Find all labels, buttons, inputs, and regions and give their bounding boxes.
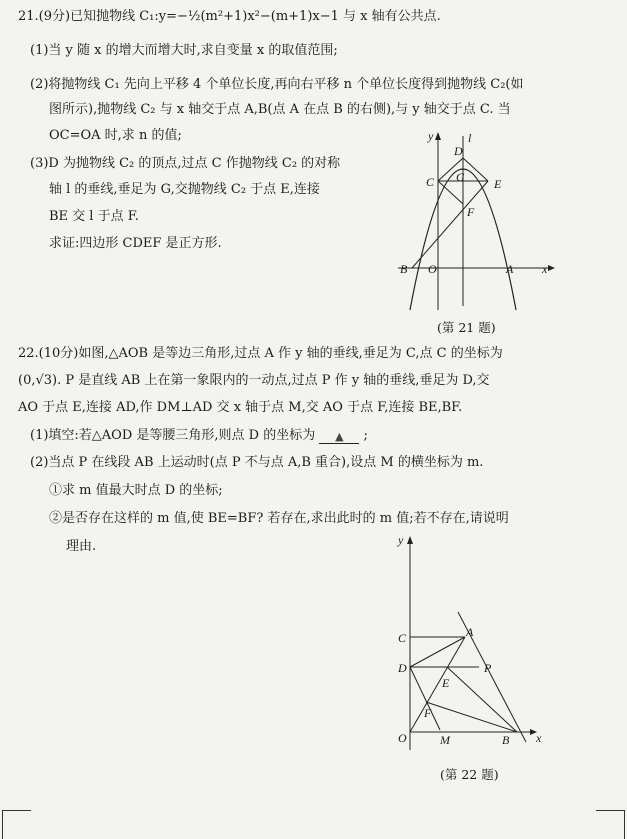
- x-axis-arrow-icon: [548, 265, 555, 271]
- label-c: C: [426, 175, 435, 189]
- label-o: O: [398, 731, 407, 745]
- figure-22-caption: (第 22 题): [440, 767, 499, 782]
- q21-part2-line3: OC=OA 时,求 n 的值;: [49, 128, 182, 143]
- q22-stem-line2: (0,√3). P 是直线 AB 上在第一象限内的一动点,过点 P 作 y 轴的垂线,垂足为 D,交: [18, 373, 490, 388]
- segment-dm: [410, 667, 440, 730]
- label-d: D: [398, 661, 407, 675]
- label-c: C: [398, 631, 407, 645]
- label-o: O: [428, 262, 437, 276]
- q21-part2-line1: (2)将抛物线 C₁ 先向上平移 4 个单位长度,再向右平移 n 个单位长度得到抛物线 C₂(如: [30, 77, 524, 92]
- q22-part1-end: ;: [363, 428, 368, 443]
- label-e: E: [442, 676, 450, 690]
- q21-part3-line2: 轴 l 的垂线,垂足为 G,交抛物线 C₂ 于点 E,连接: [49, 182, 320, 197]
- y-axis-arrow-icon: [435, 132, 441, 140]
- segment-eb: [447, 667, 517, 732]
- q21-part3-line4: 求证:四边形 CDEF 是正方形.: [49, 236, 222, 251]
- q22-part2-sub2-end: 理由.: [66, 539, 97, 554]
- corner-mark-right: [596, 810, 625, 839]
- label-f: F: [467, 205, 475, 219]
- figure-21: [390, 128, 560, 318]
- q22-part2-sub1: ①求 m 值最大时点 D 的坐标;: [49, 483, 223, 498]
- label-d: D: [454, 144, 463, 158]
- q22-part2: (2)当点 P 在线段 AB 上运动时(点 P 不与点 A,B 重合),设点 M 的横坐标为 m.: [30, 455, 484, 470]
- q22-part2-sub2: ②是否存在这样的 m 值,使 BE=BF? 若存在,求出此时的 m 值;若不存在,请说明: [49, 511, 509, 526]
- label-a: A: [506, 262, 514, 276]
- label-x: x: [542, 262, 548, 276]
- label-m: M: [440, 733, 450, 747]
- q21-part1: (1)当 y 随 x 的增大而增大时,求自变量 x 的取值范围;: [30, 43, 338, 58]
- answer-blank[interactable]: [319, 429, 359, 444]
- q22-stem-line1: 22.(10分)如图,△AOB 是等边三角形,过点 A 作 y 轴的垂线,垂足为 C,点 C 的坐标为: [18, 346, 503, 361]
- figure-21-caption: (第 21 题): [437, 320, 496, 335]
- segment-be: [412, 181, 488, 268]
- q21-stem: 21.(9分)已知抛物线 C₁:y=−½(m²+1)x²−(m+1)x−1 与 x 轴有公共点.: [18, 9, 441, 24]
- label-e: E: [494, 177, 502, 191]
- q21-part2-line2: 图所示),抛物线 C₂ 与 x 轴交于点 A,B(点 A 在点 B 的右侧),与 y 轴交于点 C. 当: [49, 102, 511, 117]
- q21-part3-line1: (3)D 为抛物线 C₂ 的顶点,过点 C 作抛物线 C₂ 的对称: [30, 156, 341, 171]
- label-y: y: [428, 129, 434, 143]
- corner-mark-left: [2, 810, 31, 839]
- label-p: P: [484, 661, 492, 675]
- label-b: B: [502, 733, 510, 747]
- y-axis-arrow-icon: [407, 536, 413, 544]
- label-l: l: [468, 131, 472, 145]
- label-y: y: [398, 533, 404, 547]
- label-a: A: [466, 625, 474, 639]
- label-x: x: [536, 731, 542, 745]
- segment-fb: [426, 702, 517, 732]
- label-b: B: [400, 262, 408, 276]
- figure-22: [390, 532, 560, 758]
- label-f: F: [424, 706, 432, 720]
- q21-part3-line3: BE 交 l 于点 F.: [49, 209, 139, 224]
- warning-triangle-icon: ▲: [335, 430, 344, 443]
- q22-stem-line3: AO 于点 E,连接 AD,作 DM⊥AD 交 x 轴于点 M,交 AO 于点 F,连接 BE,BF.: [18, 400, 463, 415]
- label-g: G: [456, 170, 465, 184]
- q22-part1: [30, 428, 368, 444]
- q22-part1-text: (1)填空:若△AOD 是等腰三角形,则点 D 的坐标为: [30, 428, 316, 443]
